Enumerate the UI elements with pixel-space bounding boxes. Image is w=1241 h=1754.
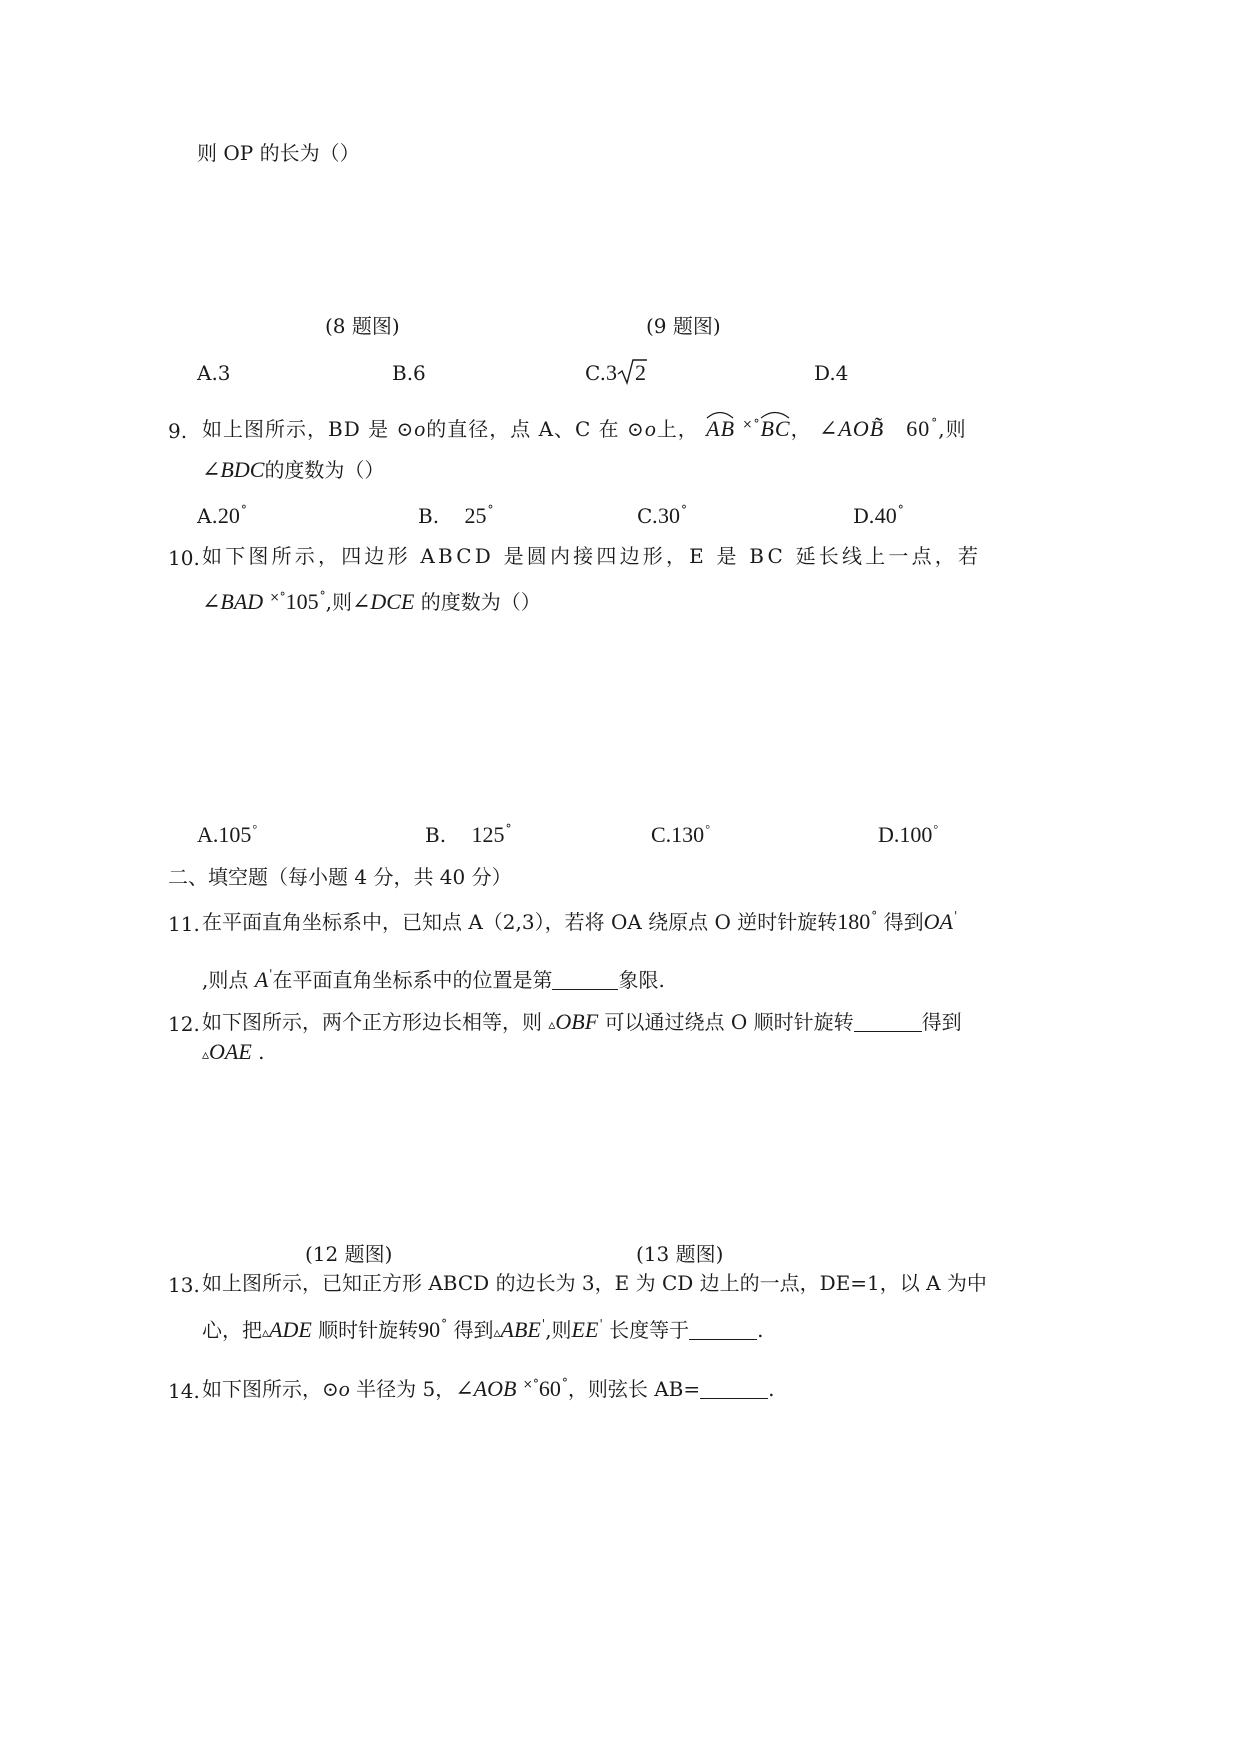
q8-option-a: A.3	[197, 361, 231, 385]
fig12-caption: (12 题图)	[305, 1242, 393, 1266]
q10-number: 10.	[168, 546, 200, 570]
arc-ab: AB	[706, 416, 735, 442]
q9-number: 9.	[168, 419, 188, 443]
q8-option-c: C.3 2	[585, 360, 646, 385]
angle-bad: ∠BAD	[202, 589, 264, 614]
q9-option-a: A.20°	[197, 503, 247, 528]
q13-line1: 如上图所示，已知正方形 ABCD 的边长为 3，E 为 CD 边上的一点，DE=1，以 A 为中	[202, 1271, 987, 1295]
angle-bdc: ∠BDC	[202, 457, 265, 482]
q8-option-b: B.6	[392, 361, 426, 385]
angle-aob: ∠AOB	[455, 1376, 517, 1401]
fig9-caption: (9 题图)	[646, 314, 721, 338]
triangle-symbol: ▵	[548, 1017, 556, 1033]
q13-answer-blank[interactable]	[689, 1319, 757, 1340]
q14-line1: 如下图所示，⊙o 半径为 5，∠AOB ×°60°，则弦长 AB= .	[202, 1376, 775, 1401]
svg-text:2: 2	[634, 360, 646, 385]
q8-tail-text: 则 OP 的长为（）	[197, 141, 360, 165]
q10-line2: ∠BAD ×°105°,则∠DCE 的度数为（）	[202, 589, 541, 614]
q10-line1: 如下图所示，四边形 ABCD 是圆内接四边形，E 是 BC 延长线上一点，若	[202, 544, 982, 568]
fig8-caption: (8 题图)	[325, 314, 400, 338]
sqrt-symbol	[617, 358, 647, 386]
angle-dce: ∠DCE	[351, 589, 415, 614]
q12-answer-blank[interactable]	[854, 1011, 922, 1032]
circle-symbol: ⊙	[627, 417, 645, 441]
q12-number: 12.	[168, 1012, 200, 1036]
q11-number: 11.	[168, 912, 200, 936]
q9-line2: ∠BDC的度数为（）	[202, 457, 385, 482]
circle-symbol: ⊙	[396, 417, 415, 441]
q9-option-b: B. 25°	[418, 503, 494, 528]
q14-answer-blank[interactable]	[700, 1378, 768, 1399]
triangle-symbol: ▵	[262, 1325, 270, 1341]
q13-line2: 心，把▵ADE 顺时针旋转90° 得到▵ABE',则EE' 长度等于 .	[202, 1317, 764, 1342]
q14-number: 14.	[168, 1379, 200, 1403]
q9-line1: 如上图所示，BD 是 ⊙o的直径，点 A、C 在 ⊙o上， AB ×° BC， ∠AOB̃ 60°,则	[202, 416, 967, 445]
circle-symbol: ⊙	[322, 1377, 339, 1401]
triangle-symbol: ▵	[202, 1047, 210, 1063]
q12-line2: ▵OAE .	[202, 1039, 265, 1064]
q10-option-c: C.130°	[651, 822, 710, 847]
arc-bc: BC	[760, 416, 790, 442]
q9-option-c: C.30°	[637, 503, 687, 528]
q10-option-b: B. 125°	[425, 822, 512, 847]
q13-number: 13.	[168, 1273, 200, 1297]
q10-option-a: A.105°	[197, 822, 258, 847]
q8-option-d: D.4	[814, 361, 849, 385]
q11-answer-blank[interactable]	[552, 969, 618, 990]
angle-aob: ∠AOB̃	[818, 416, 885, 441]
q11-line1: 在平面直角坐标系中，已知点 A（2,3），若将 OA 绕原点 O 逆时针旋转180° 得到OA'	[202, 909, 958, 934]
triangle-symbol: ▵	[493, 1325, 501, 1341]
q12-line1: 如下图所示，两个正方形边长相等，则 ▵OBF 可以通过绕点 O 顺时针旋转 得到	[202, 1009, 962, 1034]
q9-option-d: D.40°	[853, 503, 904, 528]
section2-heading: 二、填空题（每小题 4 分，共 40 分）	[168, 865, 512, 889]
fig13-caption: (13 题图)	[636, 1242, 724, 1266]
q11-line2: ,则点 A'在平面直角坐标系中的位置是第 象限.	[202, 967, 665, 992]
q10-option-d: D.100°	[878, 822, 939, 847]
